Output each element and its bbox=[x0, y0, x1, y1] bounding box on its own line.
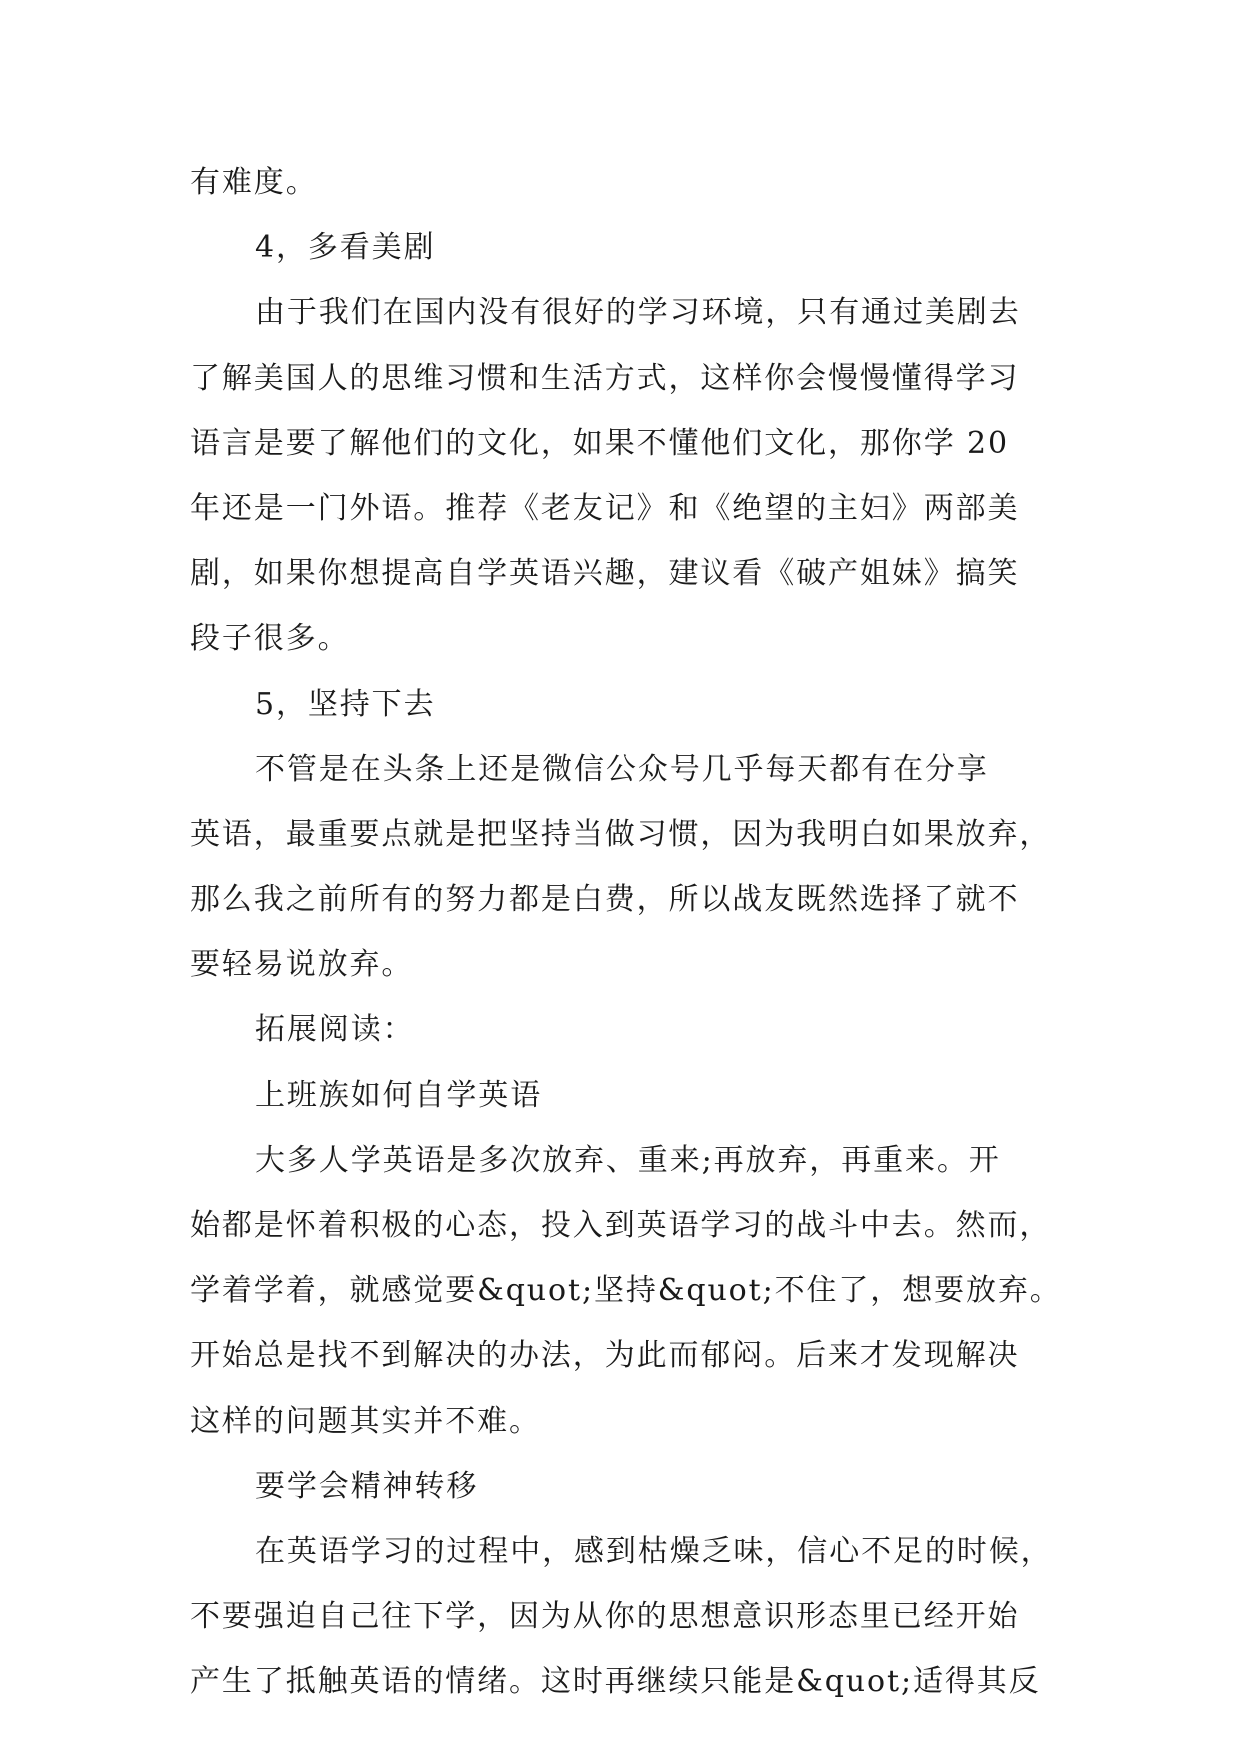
text-line: 始都是怀着积极的心态，投入到英语学习的战斗中去。然而， bbox=[190, 1208, 1052, 1243]
body-text bbox=[190, 150, 1070, 1715]
section-heading: 4，多看美剧 bbox=[255, 230, 436, 266]
text-line: 英语，最重要点就是把坚持当做习惯，因为我明白如果放弃， bbox=[190, 816, 1052, 852]
text-line: 要轻易说放弃。 bbox=[190, 947, 414, 983]
text-line: 那么我之前所有的努力都是白费，所以战友既然选择了就不 bbox=[190, 882, 1020, 918]
text-line: 产生了抵触英语的情绪。这时再继续只能是&quot;适得其反 bbox=[190, 1664, 1041, 1700]
text-line: 由于我们在国内没有很好的学习环境，只有通过美剧去 bbox=[255, 295, 1021, 331]
text-line: 开始总是找不到解决的办法，为此而郁闷。后来才发现解决 bbox=[190, 1338, 1020, 1374]
text-line: 段子很多。 bbox=[190, 621, 350, 657]
section-heading: 5，坚持下去 bbox=[255, 686, 436, 722]
section-heading: 拓展阅读： bbox=[255, 1012, 415, 1048]
text-line: 不要强迫自己往下学，因为从你的思想意识形态里已经开始 bbox=[190, 1599, 1020, 1635]
text-line: 学着学着，就感觉要&quot;坚持&quot;不住了，想要放弃。 bbox=[190, 1273, 1062, 1309]
text-line: 大多人学英语是多次放弃、重来;再放弃，再重来。开 bbox=[255, 1142, 1001, 1178]
text-line: 不管是在头条上还是微信公众号几乎每天都有在分享 bbox=[255, 751, 989, 787]
section-heading: 要学会精神转移 bbox=[255, 1468, 479, 1504]
text-line: 有难度。 bbox=[190, 165, 318, 200]
text-line: 剧，如果你想提高自学英语兴趣，建议看《破产姐妹》搞笑 bbox=[190, 556, 1020, 592]
text-line: 了解美国人的思维习惯和生活方式，这样你会慢慢懂得学习 bbox=[190, 360, 1020, 396]
text-line: 在英语学习的过程中，感到枯燥乏味，信心不足的时候， bbox=[255, 1533, 1053, 1569]
section-heading: 上班族如何自学英语 bbox=[255, 1077, 543, 1113]
text-line: 这样的问题其实并不难。 bbox=[190, 1403, 541, 1439]
text-line: 年还是一门外语。推荐《老友记》和《绝望的主妇》两部美 bbox=[190, 490, 1020, 526]
text-line: 语言是要了解他们的文化，如果不懂他们文化，那你学 20 bbox=[190, 425, 1010, 461]
